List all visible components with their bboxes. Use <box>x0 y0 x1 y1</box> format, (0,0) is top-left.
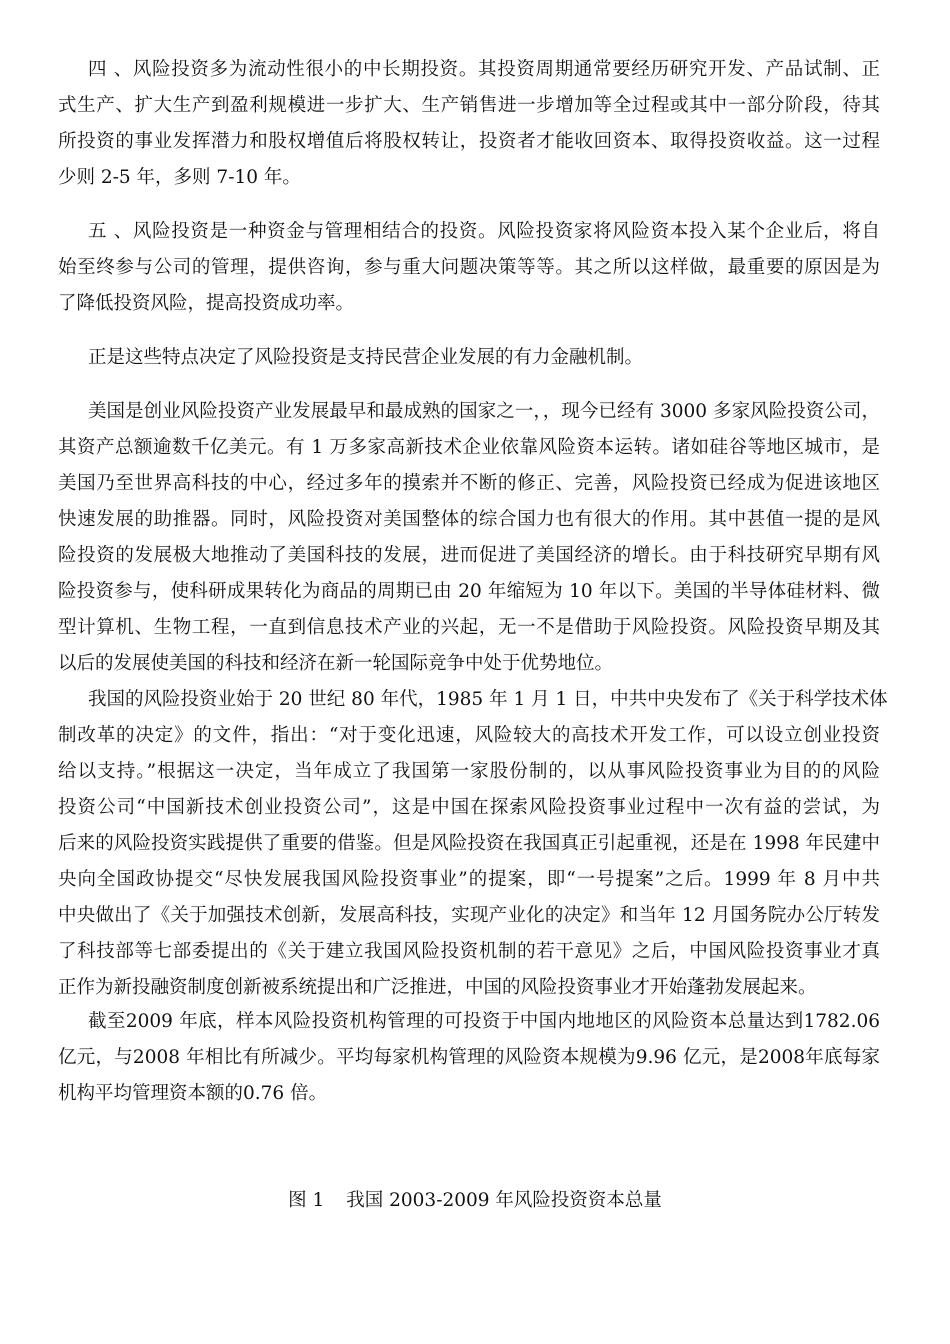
paragraph-conclusion <box>88 340 880 376</box>
text-line: 始至终参与公司的管理，提供咨询，参与重大问题决策等等。其之所以这样做，最重要的原因是为 <box>58 257 880 278</box>
text-line: 我国的风险投资业始于 20 世纪 80 年代，1985 年 1 月 1 日，中共中央发布了《关于科学技术体 <box>88 689 888 710</box>
text-line: 险投资参与，使科研成果转化为商品的周期已由 20 年缩短为 10 年以下。美国的半导体硅材料、微 <box>58 581 880 602</box>
text-line: 型计算机、生物工程，一直到信息技术产业的兴起，无一不是借助于风险投资。风险投资早期及其 <box>58 617 880 638</box>
text-line: 美国乃至世界高科技的中心，经过多年的摸索并不断的修正、完善，风险投资已经成为促进该地区 <box>58 473 880 494</box>
text-line: 正作为新投融资制度创新被系统提出和广泛推进，中国的风险投资事业才开始蓬勃发展起来。 <box>58 977 817 998</box>
text-line: 中央做出了《关于加强技术创新，发展高科技，实现产业化的决定》和当年 12 月国务院办公厅转发 <box>58 905 880 926</box>
text-line: 截至2009 年底，样本风险投资机构管理的可投资于中国内地地区的风险资本总量达到1782.06 <box>88 1011 880 1032</box>
figure-caption <box>0 1186 950 1216</box>
text-line: 五 、风险投资是一种资金与管理相结合的投资。风险投资家将风险资本投入某个企业后，将自 <box>88 221 880 242</box>
paragraph-2009-statistics <box>58 1004 880 1112</box>
text-line: 四 、风险投资多为流动性很小的中长期投资。其投资周期通常要经历研究开发、产品试制、正 <box>88 59 880 80</box>
text-line: 机构平均管理资本额的0.76 倍。 <box>58 1083 328 1104</box>
text-line: 给以支持。”根据这一决定，当年成立了我国第一家股份制的，以从事风险投资事业为目的的风险 <box>58 761 880 782</box>
paragraph-us-venture-capital <box>58 394 880 682</box>
text-line: 以后的发展使美国的科技和经济在新一轮国际竞争中处于优势地位。 <box>58 653 614 674</box>
figure-number: 图 1 <box>288 1190 325 1211</box>
text-line: 制改革的决定》的文件，指出：“对于变化迅速，风险较大的高技术开发工作，可以设立创业投资 <box>58 725 880 746</box>
text-line: 所投资的事业发挥潜力和股权增值后将股权转让，投资者才能收回资本、取得投资收益。这一过程 <box>58 131 880 152</box>
paragraph-point-five <box>58 214 880 322</box>
paragraph-china-venture-capital <box>58 682 888 1006</box>
text-line: 亿元，与2008 年相比有所减少。平均每家机构管理的风险资本规模为9.96 亿元，是2008年底每家 <box>58 1047 880 1068</box>
text-line: 式生产、扩大生产到盈利规模进一步扩大、生产销售进一步增加等全过程或其中一部分阶段，待其 <box>58 95 880 116</box>
text-line: 投资公司“中国新技术创业投资公司”，这是中国在探索风险投资事业过程中一次有益的尝试，为 <box>58 797 880 818</box>
text-line: 快速发展的助推器。同时，风险投资对美国整体的综合国力也有很大的作用。其中甚值一提的是风 <box>58 509 880 530</box>
text-line: 美国是创业风险投资产业发展最早和最成熟的国家之一，，现今已经有 3000 多家风险投资公司， <box>88 401 880 422</box>
text-line: 央向全国政协提交“尽快发展我国风险投资事业”的提案，即“一号提案”之后。1999 年 8 月中共 <box>58 869 880 890</box>
text-line: 了降低投资风险，提高投资成功率。 <box>58 293 355 314</box>
text-line: 少则 2-5 年，多则 7-10 年。 <box>58 167 301 188</box>
figure-title: 我国 2003-2009 年风险投资资本总量 <box>346 1190 662 1211</box>
text-line: 正是这些特点决定了风险投资是支持民营企业发展的有力金融机制。 <box>88 347 644 368</box>
text-line: 险投资的发展极大地推动了美国科技的发展，进而促进了美国经济的增长。由于科技研究早期有风 <box>58 545 880 566</box>
text-line: 了科技部等七部委提出的《关于建立我国风险投资机制的若干意见》之后，中国风险投资事业才真 <box>58 941 880 962</box>
paragraph-point-four <box>58 52 880 196</box>
text-line: 其资产总额逾数千亿美元。有 1 万多家高新技术企业依靠风险资本运转。诸如硅谷等地区城市，是 <box>58 437 880 458</box>
text-line: 后来的风险投资实践提供了重要的借鉴。但是风险投资在我国真正引起重视，还是在 1998 年民建中 <box>58 833 880 854</box>
